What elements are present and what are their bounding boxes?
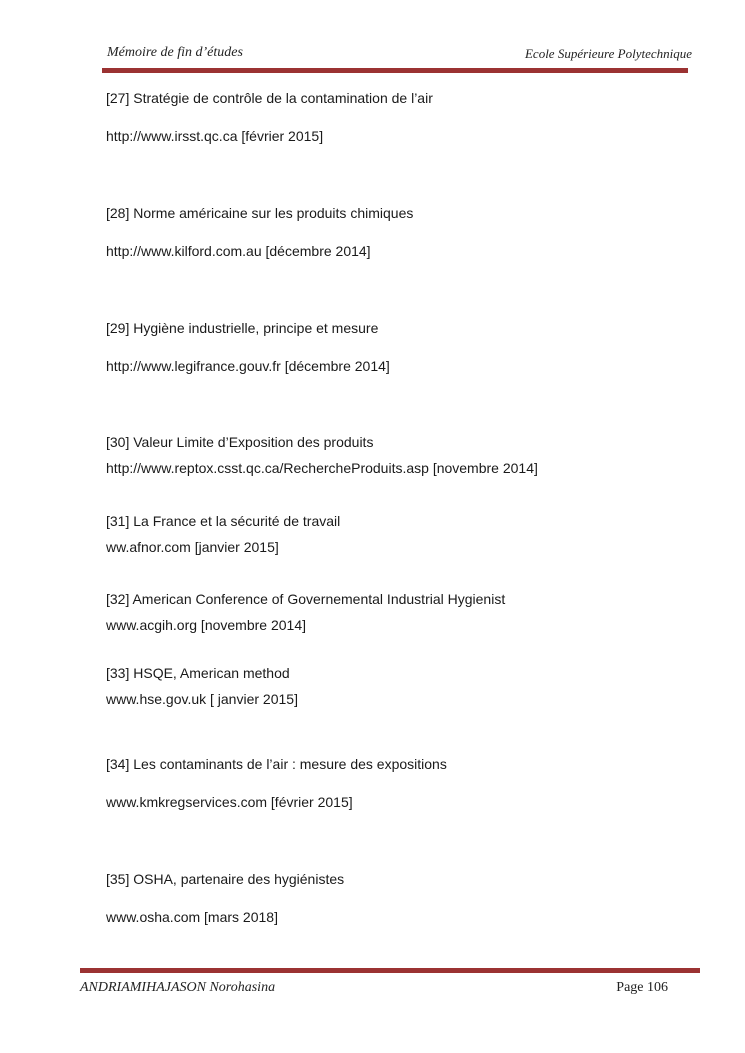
reference-27-source: http://www.irsst.qc.ca [février 2015] bbox=[106, 128, 324, 144]
header-document-title: Mémoire de fin d’études bbox=[107, 45, 243, 60]
reference-29-source: http://www.legifrance.gouv.fr [décembre 2014] bbox=[106, 358, 390, 374]
reference-31-source: ww.afnor.com [janvier 2015] bbox=[106, 539, 279, 555]
header-school-name: Ecole Supérieure Polytechnique bbox=[524, 46, 692, 61]
reference-27-title: [27] Stratégie de contrôle de la contamination de l’air bbox=[106, 90, 433, 106]
footer-author: ANDRIAMIHAJASON Norohasina bbox=[80, 980, 276, 995]
reference-29-title: [29] Hygiène industrielle, principe et mesure bbox=[106, 320, 379, 336]
reference-35-title: [35] OSHA, partenaire des hygiénistes bbox=[106, 871, 345, 887]
reference-34-source: www.kmkregservices.com [février 2015] bbox=[106, 794, 353, 810]
reference-33-source: www.hse.gov.uk [ janvier 2015] bbox=[106, 691, 298, 707]
reference-34-title: [34] Les contaminants de l’air : mesure des expositions bbox=[106, 756, 447, 772]
reference-31-title: [31] La France et la sécurité de travail bbox=[106, 513, 341, 529]
footer-divider bbox=[80, 968, 700, 973]
reference-35-source: www.osha.com [mars 2018] bbox=[106, 909, 278, 925]
reference-30-title: [30] Valeur Limite d’Exposition des produits bbox=[106, 434, 374, 450]
reference-32-source: www.acgih.org [novembre 2014] bbox=[106, 617, 306, 633]
header-divider bbox=[102, 68, 688, 73]
reference-28-title: [28] Norme américaine sur les produits chimiques bbox=[106, 205, 414, 221]
reference-28-source: http://www.kilford.com.au [décembre 2014] bbox=[106, 243, 371, 259]
reference-33-title: [33] HSQE, American method bbox=[106, 665, 290, 681]
footer-page-number: Page 106 bbox=[616, 980, 668, 995]
reference-32-title: [32] American Conference of Governemental Industrial Hygienist bbox=[106, 591, 506, 607]
reference-30-source: http://www.reptox.csst.qc.ca/RechercheProduits.asp [novembre 2014] bbox=[106, 460, 538, 476]
